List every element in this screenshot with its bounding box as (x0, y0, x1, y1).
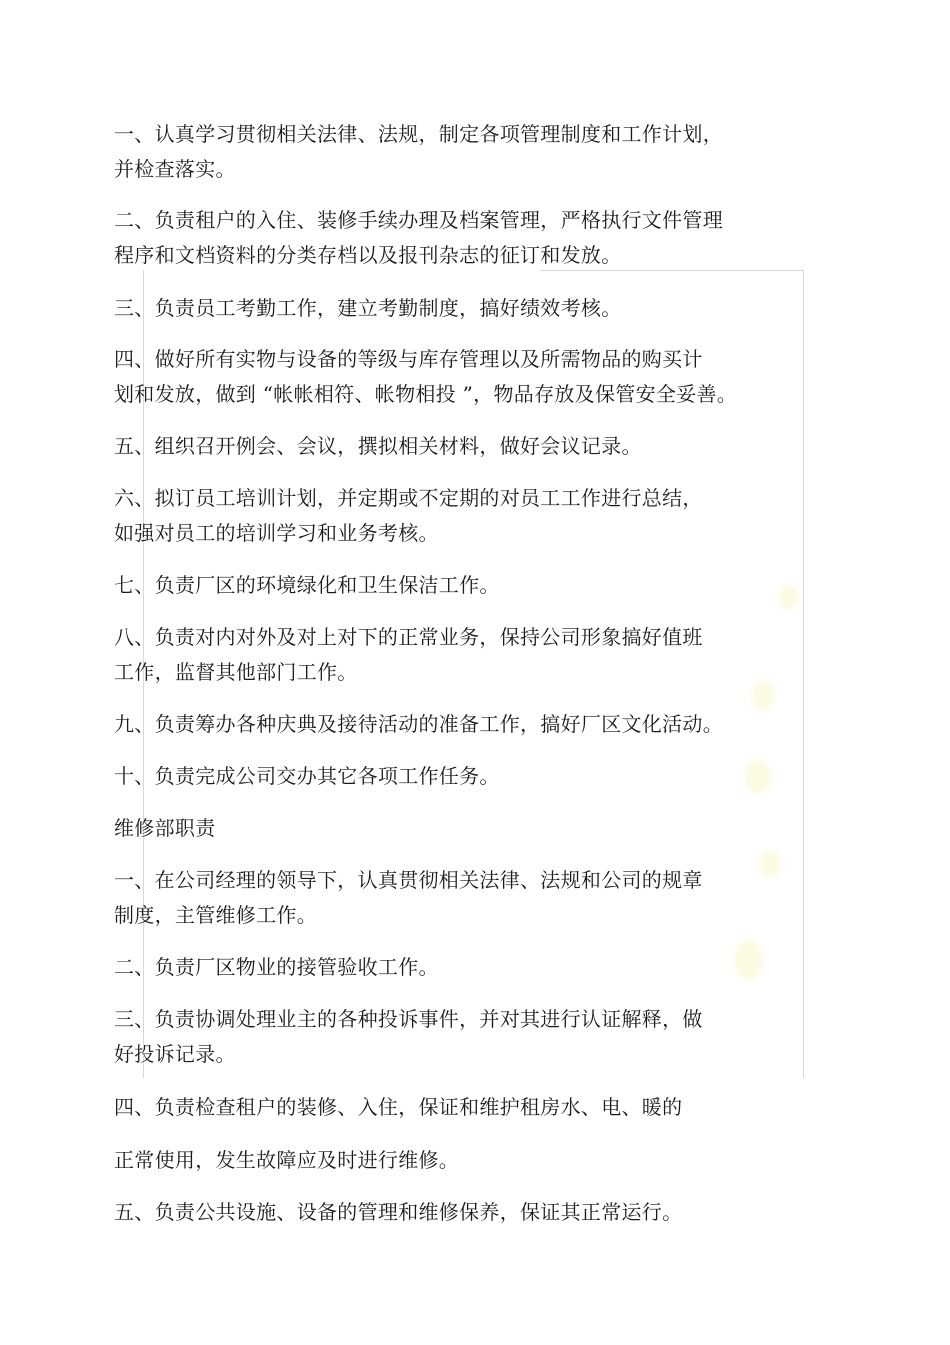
paragraph (114, 429, 814, 464)
section-heading-text: 维修部职责 (114, 816, 216, 840)
paragraph-line: 好投诉记录。 (114, 1042, 236, 1066)
paragraph-line: 八、负责对内对外及对上对下的正常业务，保持公司形象搞好值班 (114, 625, 703, 649)
paragraph (114, 117, 814, 187)
paragraph-line: 五、负责公共设施、设备的管理和维修保养，保证其正常运行。 (114, 1200, 683, 1224)
paragraph-line: 四、负责检查租户的装修、入住，保证和维护租房水、电、暖的 (114, 1095, 683, 1119)
paragraph (114, 620, 814, 690)
paragraph-line: 并检查落实。 (114, 157, 236, 181)
paragraph-line: 二、负责厂区物业的接管验收工作。 (114, 955, 439, 979)
paragraph-line: 如强对员工的培训学习和业务考核。 (114, 521, 439, 545)
paragraph (114, 1002, 814, 1072)
paragraph (114, 1143, 814, 1178)
paragraph-line: 一、在公司经理的领导下，认真贯彻相关法律、法规和公司的规章 (114, 868, 703, 892)
paragraph-line: 制度，主管维修工作。 (114, 903, 317, 927)
paragraph (114, 863, 814, 933)
paragraph (114, 203, 814, 273)
paragraph (114, 481, 814, 551)
paragraph (114, 291, 814, 326)
paragraph (114, 950, 814, 985)
paragraph (114, 1195, 814, 1230)
paragraph-line: 二、负责租户的入住、装修手续办理及档案管理，严格执行文件管理 (114, 208, 723, 232)
paragraph-line: 程序和文档资料的分类存档以及报刊杂志的征订和发放。 (114, 243, 622, 267)
paragraph (114, 342, 814, 412)
paragraph-line: 四、做好所有实物与设备的等级与库存管理以及所需物品的购买计 (114, 347, 703, 371)
paragraph-line: 九、负责筹办各种庆典及接待活动的准备工作，搞好厂区文化活动。 (114, 712, 723, 736)
paragraph (114, 707, 814, 742)
paragraph (114, 759, 814, 794)
paragraph-line: 五、组织召开例会、会议，撰拟相关材料，做好会议记录。 (114, 434, 642, 458)
paragraph-line: 三、负责员工考勤工作，建立考勤制度，搞好绩效考核。 (114, 296, 622, 320)
paragraph-line: 工作，监督其他部门工作。 (114, 660, 358, 684)
section-heading (114, 811, 814, 846)
paragraph-line: 三、负责协调处理业主的各种投诉事件，并对其进行认证解释，做 (114, 1007, 703, 1031)
paragraph-line: 六、拟订员工培训计划，并定期或不定期的对员工工作进行总结， (114, 486, 703, 510)
paragraph-line: 划和发放，做到 “帐帐相符、帐物相投 ”，物品存放及保管安全妥善。 (114, 382, 738, 406)
paragraph-line: 七、负责厂区的环境绿化和卫生保洁工作。 (114, 573, 500, 597)
paragraph (114, 1090, 814, 1125)
paragraph (114, 568, 814, 603)
paragraph-line: 十、负责完成公司交办其它各项工作任务。 (114, 764, 500, 788)
paragraph-line: 正常使用，发生故障应及时进行维修。 (114, 1148, 460, 1172)
paragraph-line: 一、认真学习贯彻相关法律、法规，制定各项管理制度和工作计划， (114, 122, 723, 146)
